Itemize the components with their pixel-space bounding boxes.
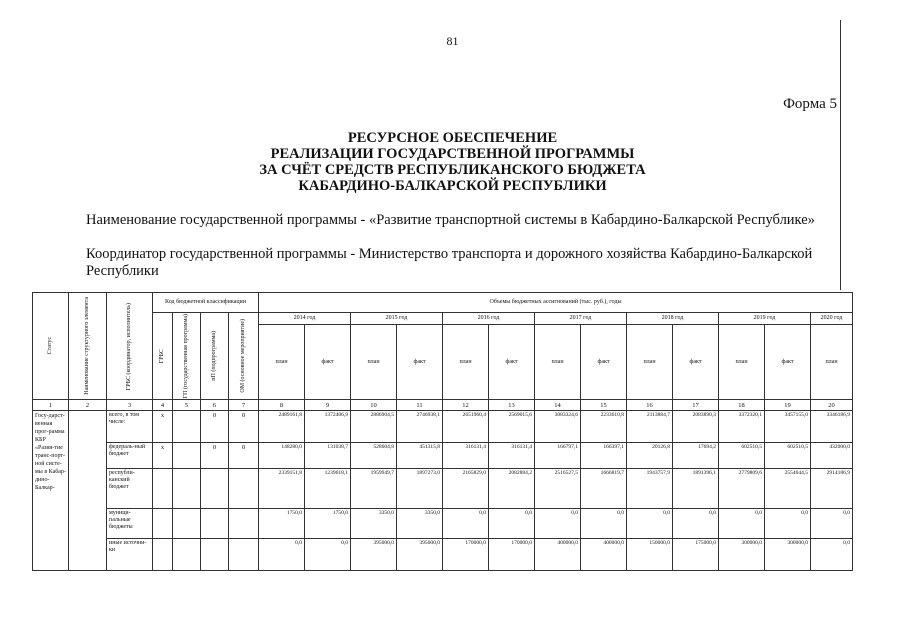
header-budget-code: Код бюджетной классификации <box>153 293 259 313</box>
grbs-cell <box>153 469 173 509</box>
value-cell: 0,0 <box>627 509 673 539</box>
value-cell: 395000,0 <box>397 539 443 571</box>
value-cell: 0,0 <box>673 509 719 539</box>
value-cell: 0,0 <box>259 539 305 571</box>
page-number: 81 <box>446 34 459 48</box>
grbs-cell: x <box>153 443 173 469</box>
column-number: 18 <box>719 400 765 411</box>
program-name: Наименование государственной программы - «Развитие транспортной системы в Кабардино-Балкарской Республике» <box>86 212 815 228</box>
value-cell: 170000,0 <box>443 539 489 571</box>
header-pp: пП (подпрограмма) <box>211 331 217 381</box>
value-cell: 3372320,1 <box>719 411 765 443</box>
resource-table <box>32 292 853 571</box>
header-year-2016: 2016 год <box>443 313 535 325</box>
om-cell: 0 <box>229 443 259 469</box>
header-om: ОМ (основное мероприятие) <box>240 319 246 393</box>
value-cell: 1943757,9 <box>627 469 673 509</box>
value-cell: 316131,4 <box>443 443 489 469</box>
value-cell: 0,0 <box>719 509 765 539</box>
value-cell: 2083890,3 <box>673 411 719 443</box>
value-cell: 20126,8 <box>627 443 673 469</box>
column-number: 2 <box>69 400 107 411</box>
value-cell: 2886904,5 <box>351 411 397 443</box>
value-cell: 0,0 <box>305 539 351 571</box>
column-number: 3 <box>107 400 153 411</box>
header-grbs: ГРБС <box>159 349 165 364</box>
value-cell: 170000,0 <box>489 539 535 571</box>
funding-source-cell: федераль-ный бюджет <box>107 443 153 469</box>
value-cell: 3457155,0 <box>765 411 811 443</box>
value-cell: 175000,0 <box>673 539 719 571</box>
value-cell: 2554644,5 <box>765 469 811 509</box>
value-cell: 432000,0 <box>811 443 853 469</box>
column-number: 20 <box>811 400 853 411</box>
gp-cell <box>173 443 201 469</box>
value-cell: 0,0 <box>811 539 853 571</box>
value-cell: 148280,0 <box>259 443 305 469</box>
header-year-2015: 2015 год <box>351 313 443 325</box>
column-number: 16 <box>627 400 673 411</box>
value-cell: 1239618,1 <box>305 469 351 509</box>
om-cell <box>229 539 259 571</box>
column-number: 11 <box>397 400 443 411</box>
column-number: 8 <box>259 400 305 411</box>
header-fact: факт <box>673 325 719 400</box>
value-cell: 2746938,1 <box>397 411 443 443</box>
value-cell: 2489161,8 <box>259 411 305 443</box>
value-cell: 150000,0 <box>627 539 673 571</box>
form-label: Форма 5 <box>783 96 837 112</box>
value-cell: 400000,0 <box>535 539 581 571</box>
table-row <box>33 443 853 469</box>
resource-table-wrapper <box>32 292 853 571</box>
grbs-cell <box>153 539 173 571</box>
header-plan: план <box>351 325 397 400</box>
header-plan: план <box>719 325 765 400</box>
grbs-cell: x <box>153 411 173 443</box>
column-number: 5 <box>173 400 201 411</box>
table-row <box>33 509 853 539</box>
header-fact: факт <box>305 325 351 400</box>
value-cell: 602510,5 <box>719 443 765 469</box>
program-coordinator: Координатор государственной программы - Министерство транспорта и дорожного хозяйства Кабардино-Балкарской Республики <box>86 246 813 279</box>
header-element-name: Наименование структурного элемента <box>84 297 90 396</box>
value-cell: 400000,0 <box>581 539 627 571</box>
value-cell: 1897273,0 <box>397 469 443 509</box>
pp-cell <box>201 509 229 539</box>
om-cell <box>229 509 259 539</box>
column-number: 1 <box>33 400 69 411</box>
om-cell: 0 <box>229 411 259 443</box>
value-cell: 0,0 <box>811 509 853 539</box>
value-cell: 3350,0 <box>397 509 443 539</box>
header-fact: факт <box>489 325 535 400</box>
value-cell: 0,0 <box>581 509 627 539</box>
title-line-3: ЗА СЧЁТ СРЕДСТВ РЕСПУБЛИКАНСКОГО БЮДЖЕТА <box>259 162 646 178</box>
om-cell <box>229 469 259 509</box>
gp-cell <box>173 539 201 571</box>
pp-cell: 0 <box>201 411 229 443</box>
gp-cell <box>173 509 201 539</box>
gp-cell <box>173 469 201 509</box>
header-fact: факт <box>581 325 627 400</box>
header-year-2017: 2017 год <box>535 313 627 325</box>
column-number: 14 <box>535 400 581 411</box>
table-body <box>33 411 853 571</box>
value-cell: 1666819,7 <box>581 469 627 509</box>
value-cell: 2651960,4 <box>443 411 489 443</box>
value-cell: 0,0 <box>535 509 581 539</box>
pp-cell <box>201 469 229 509</box>
header-year-2018: 2018 год <box>627 313 719 325</box>
value-cell: 2339151,8 <box>259 469 305 509</box>
value-cell: 1959949,7 <box>351 469 397 509</box>
column-number-row <box>33 400 853 411</box>
funding-source-cell: всего, в том числе: <box>107 411 153 443</box>
title-line-1: РЕСУРСНОЕ ОБЕСПЕЧЕНИЕ <box>347 130 558 146</box>
value-cell: 2779809,6 <box>719 469 765 509</box>
column-number: 17 <box>673 400 719 411</box>
title-line-2: РЕАЛИЗАЦИИ ГОСУДАРСТВЕННОЙ ПРОГРАММЫ <box>270 146 635 162</box>
table-row <box>33 411 853 443</box>
value-cell: 1750,0 <box>305 509 351 539</box>
value-cell: 1891396,1 <box>673 469 719 509</box>
header-year-2020: 2020 год <box>811 313 853 325</box>
pp-cell: 0 <box>201 443 229 469</box>
value-cell: 166797,1 <box>535 443 581 469</box>
header-plan: план <box>443 325 489 400</box>
pp-cell <box>201 539 229 571</box>
table-row <box>33 469 853 509</box>
value-cell: 0,0 <box>489 509 535 539</box>
header-volumes: Объемы бюджетных ассигнований (тыс. руб.), годы <box>259 293 853 313</box>
value-cell: 316131,4 <box>489 443 535 469</box>
header-fact: факт <box>765 325 811 400</box>
value-cell: 1372406,9 <box>305 411 351 443</box>
column-number: 9 <box>305 400 351 411</box>
header-plan: план <box>627 325 673 400</box>
value-cell: 300000,0 <box>719 539 765 571</box>
element-name-cell <box>69 411 107 571</box>
value-cell: 2233610,8 <box>581 411 627 443</box>
value-cell: 2914186,9 <box>811 469 853 509</box>
column-number: 7 <box>229 400 259 411</box>
status-cell: Госу-дарст-венная прог-рамма КБР «Разви-тие транс-порт-ной систе-мы в Кабар-дино-Балкар- <box>33 411 69 571</box>
value-cell: 2082884,2 <box>489 469 535 509</box>
value-cell: 3083324,6 <box>535 411 581 443</box>
header-grbs-coordinator: ГРБС (координатор, исполнитель) <box>126 302 132 390</box>
header-plan: план <box>811 325 853 400</box>
document-title <box>0 130 905 194</box>
value-cell: 0,0 <box>443 509 489 539</box>
value-cell: 166397,1 <box>581 443 627 469</box>
value-cell: 3346186,9 <box>811 411 853 443</box>
column-number: 19 <box>765 400 811 411</box>
value-cell: 3350,0 <box>351 509 397 539</box>
value-cell: 17694,2 <box>673 443 719 469</box>
value-cell: 0,0 <box>765 509 811 539</box>
value-cell: 602510,5 <box>765 443 811 469</box>
funding-source-cell: муници-пальные бюджеты <box>107 509 153 539</box>
column-number: 13 <box>489 400 535 411</box>
funding-source-cell: иные источни-ки <box>107 539 153 571</box>
value-cell: 451315,8 <box>397 443 443 469</box>
column-number: 15 <box>581 400 627 411</box>
title-line-4: КАБАРДИНО-БАЛКАРСКОЙ РЕСПУБЛИКИ <box>298 178 607 194</box>
header-gp: ГП (государственная программа) <box>183 314 189 399</box>
header-year-2019: 2019 год <box>719 313 811 325</box>
value-cell: 2165829,0 <box>443 469 489 509</box>
value-cell: 1750,0 <box>259 509 305 539</box>
header-fact: факт <box>397 325 443 400</box>
header-plan: план <box>259 325 305 400</box>
column-number: 6 <box>201 400 229 411</box>
value-cell: 528604,8 <box>351 443 397 469</box>
value-cell: 300000,0 <box>765 539 811 571</box>
header-plan: план <box>535 325 581 400</box>
column-number: 10 <box>351 400 397 411</box>
funding-source-cell: республи-канский бюджет <box>107 469 153 509</box>
column-number: 12 <box>443 400 489 411</box>
value-cell: 2516527,5 <box>535 469 581 509</box>
table-row <box>33 539 853 571</box>
header-year-2014: 2014 год <box>259 313 351 325</box>
value-cell: 2113884,7 <box>627 411 673 443</box>
gp-cell <box>173 411 201 443</box>
value-cell: 395000,0 <box>351 539 397 571</box>
value-cell: 131038,7 <box>305 443 351 469</box>
grbs-cell <box>153 509 173 539</box>
column-number: 4 <box>153 400 173 411</box>
value-cell: 2569015,6 <box>489 411 535 443</box>
header-status: Статус <box>47 337 53 355</box>
